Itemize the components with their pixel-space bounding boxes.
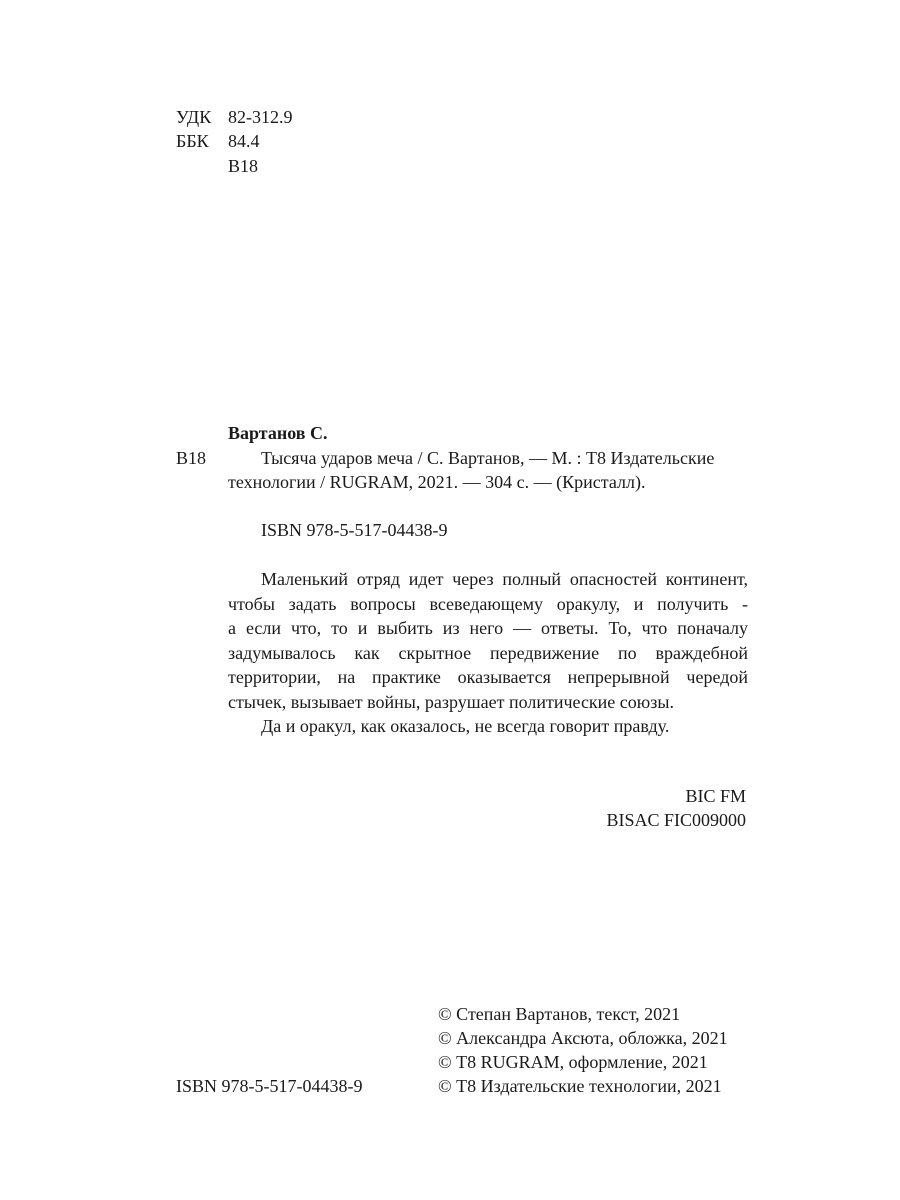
author-name: Вартанов С. bbox=[228, 423, 328, 443]
annotation-line: чтобы задать вопросы всеведающему оракулу, и получить - bbox=[228, 593, 748, 614]
bibliographic-description-line-2: технологии / RUGRAM, 2021. — 304 с. — (Кристалл). bbox=[228, 472, 646, 492]
udk-label: УДК bbox=[176, 107, 212, 127]
author-sign: В18 bbox=[228, 156, 259, 176]
annotation-line: стычек, вызывает войны, разрушает политические союзы. bbox=[228, 691, 674, 712]
annotation-line: а если что, то и выбить из него — ответы. То, что поначалу bbox=[228, 618, 748, 638]
isbn-bottom: ISBN 978-5-517-04438-9 bbox=[176, 1076, 363, 1096]
copyright-line: © Александра Аксюта, обложка, 2021 bbox=[438, 1028, 728, 1048]
author-sign-code: В18 bbox=[176, 448, 207, 468]
annotation-line: Маленький отряд идет через полный опасностей континент, bbox=[261, 569, 748, 589]
copyright-line: © Т8 Издательские технологии, 2021 bbox=[438, 1076, 722, 1096]
bibliographic-description-line-1: Тысяча ударов меча / С. Вартанов, — М. : Т8 Издательские bbox=[261, 448, 715, 468]
annotation-line: территории, на практике оказывается непрерывной чередой bbox=[228, 667, 748, 687]
copyright-line: © Т8 RUGRAM, оформление, 2021 bbox=[438, 1052, 708, 1072]
bbk-label: ББК bbox=[176, 131, 209, 151]
annotation-line: задумывалось как скрытное передвижение по враждебной bbox=[228, 642, 748, 663]
isbn: ISBN 978-5-517-04438-9 bbox=[261, 520, 448, 540]
udk-value: 82-312.9 bbox=[228, 107, 293, 127]
annotation bbox=[228, 567, 748, 739]
bbk-value: 84.4 bbox=[228, 131, 260, 151]
annotation-line: Да и оракул, как оказалось, не всегда говорит правду. bbox=[261, 716, 670, 736]
bic-code: BIC FM bbox=[685, 786, 746, 806]
bisac-code: BISAC FIC009000 bbox=[606, 810, 746, 830]
copyright-line: © Степан Вартанов, текст, 2021 bbox=[438, 1004, 681, 1024]
